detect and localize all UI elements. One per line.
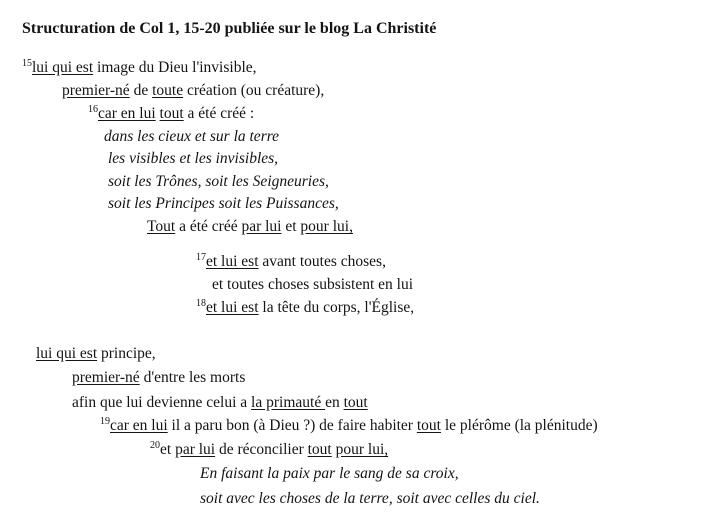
text-line [100, 416, 598, 436]
text-segment: la tête du corps, l'Église, [258, 299, 415, 316]
text-line [22, 58, 257, 78]
text-line [200, 464, 459, 484]
text-segment: et [281, 218, 301, 235]
text-segment: En faisant la paix par le sang de sa croix, [200, 465, 459, 482]
text-segment: d'entre les morts [139, 369, 246, 386]
underlined-phrase: toute [152, 82, 184, 99]
text-segment: afin que lui devienne celui a [72, 394, 252, 411]
text-line [72, 368, 245, 388]
text-line [108, 172, 329, 192]
text-line [196, 298, 414, 318]
text-segment: principe, [97, 345, 156, 362]
text-segment: soit les Trônes, soit les Seigneuries, [108, 173, 329, 190]
text-segment: dans les cieux et sur la terre [104, 128, 280, 145]
underlined-phrase: car en lui [110, 417, 168, 434]
text-segment: a été créé [175, 218, 242, 235]
underlined-phrase: premier-né [62, 82, 130, 99]
text-line [72, 393, 368, 413]
verse-number: 20 [150, 440, 160, 451]
text-segment: a été créé : [183, 105, 255, 122]
underlined-phrase: car en lui [98, 105, 156, 122]
underlined-phrase: premier-né [72, 369, 140, 386]
text-segment: image du Dieu l'invisible, [93, 59, 257, 76]
page-title: Structuration de Col 1, 15-20 publiée sur le blog La Christité [22, 20, 437, 37]
text-line [196, 252, 386, 272]
text-segment: le plérôme (la plénitude) [440, 417, 598, 434]
text-segment: de [129, 82, 153, 99]
text-segment: et toutes choses subsistent en lui [212, 276, 414, 293]
underlined-phrase: pour lui, [335, 441, 389, 458]
text-line [36, 344, 156, 364]
text-line [200, 489, 540, 509]
verse-number: 16 [88, 104, 98, 115]
text-line [104, 127, 279, 147]
text-line [212, 275, 413, 295]
text-segment: il a paru bon (à Dieu ?) de faire habiter [167, 417, 417, 434]
text-segment: de réconcilier [215, 441, 308, 458]
underlined-phrase: tout [307, 441, 332, 458]
underlined-phrase: lui qui est [36, 345, 98, 362]
text-segment: en [325, 394, 344, 411]
underlined-phrase: tout [343, 394, 368, 411]
underlined-phrase: par lui [175, 441, 216, 458]
verse-number: 17 [196, 252, 206, 263]
verse-number: 15 [22, 58, 32, 69]
verse-number: 19 [100, 416, 110, 427]
text-line [150, 440, 388, 460]
underlined-phrase: et lui est [206, 253, 259, 270]
text-line [62, 81, 324, 101]
underlined-phrase: tout [416, 417, 441, 434]
verse-number: 18 [196, 298, 206, 309]
underlined-phrase: pour lui, [300, 218, 353, 235]
text-segment: soit avec les choses de la terre, soit avec celles du ciel. [200, 490, 540, 507]
text-line [147, 217, 353, 237]
text-segment: et [160, 441, 176, 458]
underlined-phrase: la primauté [251, 394, 326, 411]
underlined-phrase: par lui [241, 218, 282, 235]
text-segment: soit les Principes soit les Puissances, [108, 195, 339, 212]
underlined-phrase: et lui est [206, 299, 259, 316]
underlined-phrase: lui qui est [32, 59, 94, 76]
text-line [108, 149, 278, 169]
text-line [108, 194, 339, 214]
text-segment: les visibles et les invisibles, [108, 150, 279, 167]
underlined-phrase: tout [159, 105, 184, 122]
text-segment: avant toutes choses, [258, 253, 386, 270]
text-segment: création (ou créature), [183, 82, 325, 99]
text-line [88, 104, 254, 124]
underlined-phrase: Tout [147, 218, 176, 235]
